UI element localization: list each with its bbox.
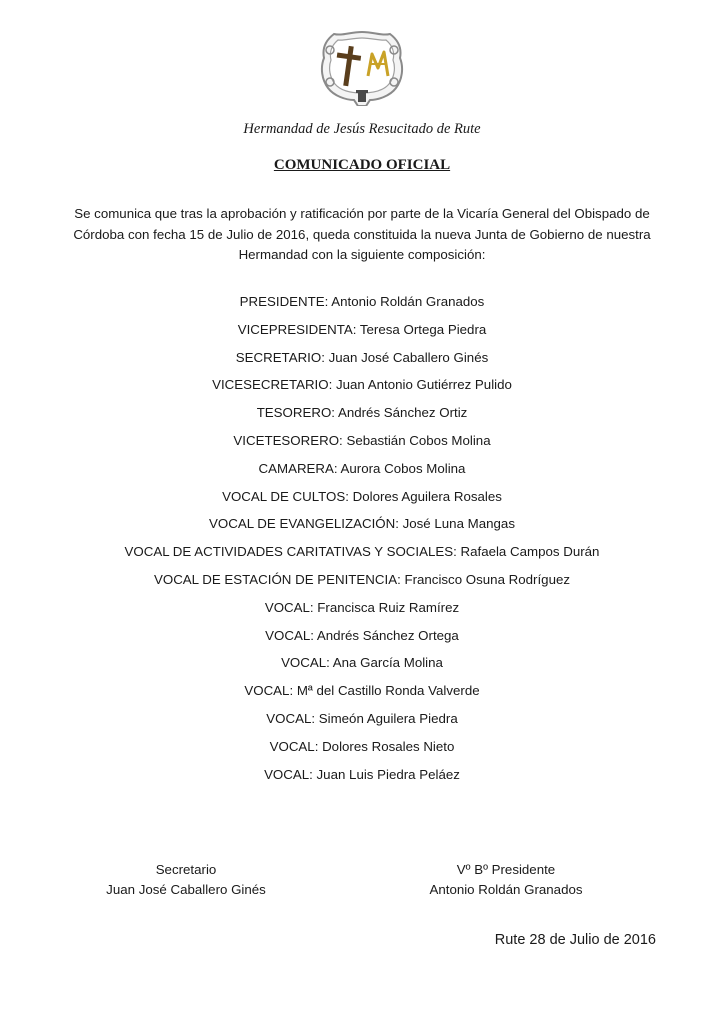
intro-line: Se comunica que tras la aprobación y ratificación por parte de la Vicaría General del Obispado de: [74, 206, 650, 221]
board-member: VICETESORERO: Sebastián Cobos Molina: [233, 432, 491, 448]
board-member: VOCAL: Mª del Castillo Ronda Valverde: [244, 683, 480, 699]
board-member: PRESIDENTE: Antonio Roldán Granados: [239, 294, 485, 309]
intro-paragraph: [60, 204, 664, 266]
secretary-signature-block: [66, 860, 306, 900]
board-member: VOCAL: Simeón Aguilera Piedra: [266, 710, 458, 726]
board-member: VOCAL: Juan Luis Piedra Peláez: [264, 766, 460, 782]
organization-name: Hermandad de Jesús Resucitado de Rute: [243, 121, 481, 137]
board-members-list: [0, 292, 724, 792]
board-member: VOCAL DE CULTOS: Dolores Aguilera Rosales: [222, 488, 502, 504]
intro-line: Hermandad con la siguiente composición:: [238, 247, 486, 262]
board-member: VICEPRESIDENTA: Teresa Ortega Piedra: [237, 321, 487, 337]
board-member: SECRETARIO: Juan José Caballero Ginés: [235, 349, 489, 365]
board-member: VOCAL DE ACTIVIDADES CARITATIVAS Y SOCIALES: Rafaela Campos Durán: [124, 544, 600, 560]
board-member: VOCAL: Francisca Ruiz Ramírez: [264, 599, 460, 615]
president-signature-block: [386, 860, 626, 900]
place-and-date: Rute 28 de Julio de 2016: [494, 932, 656, 948]
signature-role: Vº Bº Presidente: [456, 862, 556, 877]
signature-name: Juan José Caballero Ginés: [106, 882, 266, 897]
board-member: VICESECRETARIO: Juan Antonio Gutiérrez Pulido: [212, 377, 512, 393]
board-member: VOCAL DE EVANGELIZACIÓN: José Luna Mangas: [209, 516, 515, 532]
board-member: TESORERO: Andrés Sánchez Ortiz: [256, 405, 468, 421]
signature-role: Secretario: [155, 862, 217, 877]
intro-line: Córdoba con fecha 15 de Julio de 2016, queda constituida la nueva Junta de Gobierno de nuestra: [73, 226, 651, 242]
board-member: VOCAL DE ESTACIÓN DE PENITENCIA: Francisco Osuna Rodríguez: [153, 571, 571, 587]
board-member: CAMARERA: Aurora Cobos Molina: [258, 460, 466, 476]
document-title: COMUNICADO OFICIAL: [273, 157, 451, 173]
brotherhood-crest-icon: [318, 30, 406, 106]
signature-name: Antonio Roldán Granados: [429, 882, 583, 897]
board-member: VOCAL: Ana García Molina: [281, 655, 443, 671]
board-member: VOCAL: Andrés Sánchez Ortega: [265, 627, 459, 643]
board-member: VOCAL: Dolores Rosales Nieto: [269, 738, 455, 754]
